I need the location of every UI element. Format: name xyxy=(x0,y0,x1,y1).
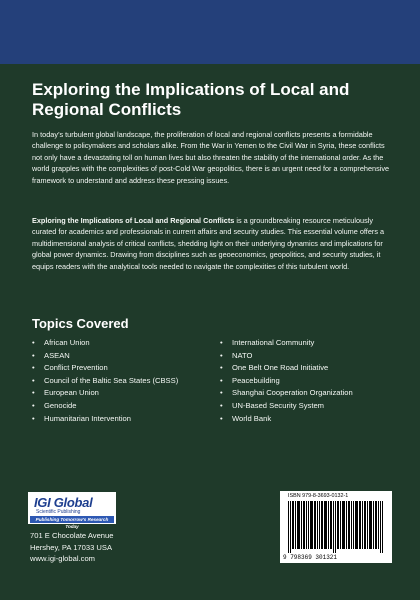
publisher-address xyxy=(30,530,113,565)
topic-item xyxy=(220,337,400,350)
topic-label: ASEAN xyxy=(44,350,70,360)
topic-item xyxy=(32,387,212,400)
topics-list-left xyxy=(32,337,212,425)
publisher-logo xyxy=(28,492,116,529)
topic-item xyxy=(220,400,400,413)
topic-label: International Community xyxy=(232,338,315,347)
topic-item xyxy=(32,350,212,363)
topic-label: Conflict Prevention xyxy=(44,363,108,373)
description-paragraph xyxy=(32,215,392,272)
bullet-icon: • xyxy=(220,363,223,373)
topics-list-right xyxy=(220,337,400,425)
top-color-band xyxy=(0,0,420,64)
topic-label: UN-Based Security System xyxy=(232,400,324,410)
topic-item xyxy=(220,387,400,400)
bullet-icon: • xyxy=(32,400,35,410)
publisher-tagline: Publishing Tomorrow's Research Today xyxy=(30,516,114,523)
bullet-icon: • xyxy=(32,413,35,423)
topic-label: World Bank xyxy=(232,413,272,423)
address-line-website: www.igi-global.com xyxy=(30,554,95,563)
book-title: Exploring the Implications of Local and Regional Conflicts xyxy=(32,80,350,119)
bullet-icon: • xyxy=(32,375,35,385)
topics-heading: Topics Covered xyxy=(32,316,129,331)
topic-label: NATO xyxy=(232,350,253,360)
bullet-icon: • xyxy=(220,388,223,398)
description-text: is a groundbreaking resource meticulously curated for academics and professionals in current affairs and security studies. This essential volume offers a multidimensional analysis of critical conflicts, shedding light on their underlying dynamics and implications for global power dynamics. Drawing from disciplines such as geoeconomics, geopolitics, and security studies, it equips readers with the analytical tools needed to navigate the complexities of this turbulent world. xyxy=(32,216,385,271)
topic-label: African Union xyxy=(44,338,90,347)
topic-label: Peacebuilding xyxy=(232,375,280,385)
topic-item xyxy=(220,413,400,426)
address-line-street: 701 E Chocolate Avenue xyxy=(30,531,114,540)
isbn-barcode-box xyxy=(280,491,392,563)
topic-item xyxy=(32,375,212,388)
bullet-icon: • xyxy=(220,338,223,347)
bullet-icon: • xyxy=(220,413,223,423)
topic-label: Shanghai Cooperation Organization xyxy=(232,388,353,398)
barcode-icon xyxy=(288,501,386,553)
bullet-icon: • xyxy=(32,388,35,398)
publisher-logo-sub: Scientific Publishing xyxy=(36,509,81,515)
topic-label: Genocide xyxy=(44,400,77,410)
bullet-icon: • xyxy=(220,375,223,385)
topic-item xyxy=(220,350,400,363)
isbn-label: ISBN 979-8-3693-0132-1 xyxy=(288,493,349,499)
topic-label: European Union xyxy=(44,388,99,398)
topic-item xyxy=(32,400,212,413)
topic-item xyxy=(32,413,212,426)
bullet-icon: • xyxy=(32,350,35,360)
intro-paragraph: In today’s turbulent global landscape, the proliferation of local and regional conflicts presents a formidable challenge to policymakers and scholars alike. From the War in Yemen to the Civil War in Syria, these conflicts not only have a devastating toll on human lives but also threaten the stability of the international order. As the world grapples with the complexities of post-Cold War geopolitics, there is an urgent need for a comprehensive framework to understand and address these pressing issues. xyxy=(32,130,390,185)
address-line-city: Hershey, PA 17033 USA xyxy=(30,542,113,552)
bullet-icon: • xyxy=(220,400,223,410)
description-bold-title: Exploring the Implications of Local and Regional Conflicts xyxy=(32,216,235,225)
bullet-icon: • xyxy=(32,363,35,373)
topic-item xyxy=(220,362,400,375)
topic-label: Humanitarian Intervention xyxy=(44,413,131,423)
publisher-logo-name: IGI Global xyxy=(34,495,93,510)
bullet-icon: • xyxy=(32,338,35,347)
isbn-digits: 9 798369 301321 xyxy=(283,554,338,561)
topic-label: Council of the Baltic Sea States (CBSS) xyxy=(44,375,179,385)
topic-item xyxy=(32,337,212,350)
topic-label: One Belt One Road Initiative xyxy=(232,363,329,373)
bullet-icon: • xyxy=(220,350,223,360)
topic-item xyxy=(32,362,212,375)
topic-item xyxy=(220,375,400,388)
